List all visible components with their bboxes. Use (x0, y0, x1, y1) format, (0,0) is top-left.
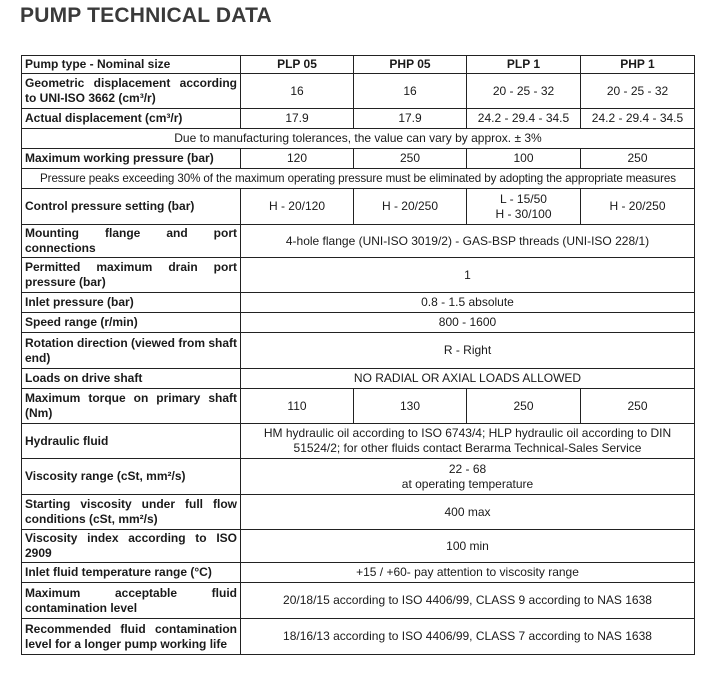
cell-value: 17.9 (354, 109, 467, 129)
cell-value: +15 / +60- pay attention to viscosity range (241, 563, 695, 583)
row-label: Mounting flange and port connections (22, 225, 241, 258)
pressure-peaks-note: Pressure peaks exceeding 30% of the maximum operating pressure must be eliminated by adopting the appropriate measures (22, 169, 695, 189)
table-row-drain-pressure (22, 258, 695, 293)
cell-value: 20 - 25 - 32 (581, 74, 695, 109)
row-label: Rotation direction (viewed from shaft end) (22, 333, 241, 369)
row-label: Maximum acceptable fluid contamination level (22, 583, 241, 619)
cell-line: H - 30/100 (495, 206, 552, 221)
table-row-recommended-contamination (22, 619, 695, 655)
cell-value: 250 (581, 149, 695, 169)
cell-value: 16 (241, 74, 354, 109)
cell-value: H - 20/250 (581, 189, 695, 225)
cell-value: 20 - 25 - 32 (467, 74, 581, 109)
cell-value: 250 (581, 389, 695, 424)
page-title: PUMP TECHNICAL DATA (20, 4, 272, 27)
cell-line: L - 15/50 (500, 191, 547, 206)
row-label: Loads on drive shaft (22, 369, 241, 389)
cell-value (467, 189, 581, 225)
table-row-tolerance-note (22, 129, 695, 149)
table-row-hydraulic-fluid (22, 424, 695, 459)
cell-value: 250 (467, 389, 581, 424)
col-header-plp05: PLP 05 (241, 56, 354, 74)
cell-value: 1 (241, 258, 695, 293)
cell-value: 110 (241, 389, 354, 424)
cell-value: 250 (354, 149, 467, 169)
cell-value: 24.2 - 29.4 - 34.5 (581, 109, 695, 129)
cell-value: 16 (354, 74, 467, 109)
row-label: Permitted maximum drain port pressure (bar) (22, 258, 241, 293)
row-label: Geometric displacement according to UNI-ISO 3662 (cm³/r) (22, 74, 241, 109)
cell-value: 4-hole flange (UNI-ISO 3019/2) - GAS-BSP threads (UNI-ISO 228/1) (241, 225, 695, 258)
cell-value: 800 - 1600 (241, 313, 695, 333)
cell-line: 51524/2; for other fluids contact Berarma Technical-Sales Service (293, 441, 642, 455)
cell-value: NO RADIAL OR AXIAL LOADS ALLOWED (241, 369, 695, 389)
row-label: Viscosity index according to ISO 2909 (22, 530, 241, 563)
table-row-inlet-temperature (22, 563, 695, 583)
cell-value: 400 max (241, 495, 695, 530)
row-label: Maximum torque on primary shaft (Nm) (22, 389, 241, 424)
row-label: Control pressure setting (bar) (22, 189, 241, 225)
col-header-php1: PHP 1 (581, 56, 695, 74)
table-row-max-contamination (22, 583, 695, 619)
table-row-header (22, 56, 695, 74)
table-row-max-torque (22, 389, 695, 424)
cell-value: 20/18/15 according to ISO 4406/99, CLASS 9 according to NAS 1638 (241, 583, 695, 619)
row-label: Hydraulic fluid (22, 424, 241, 459)
table-row-loads (22, 369, 695, 389)
cell-value (241, 459, 695, 495)
table-row-actual-displacement (22, 109, 695, 129)
cell-value: 18/16/13 according to ISO 4406/99, CLASS 7 according to NAS 1638 (241, 619, 695, 655)
col-header-plp1: PLP 1 (467, 56, 581, 74)
cell-value: 17.9 (241, 109, 354, 129)
cell-value: 120 (241, 149, 354, 169)
cell-value (241, 424, 695, 459)
row-label: Recommended fluid contamination level for a longer pump working life (22, 619, 241, 655)
row-label: Viscosity range (cSt, mm²/s) (22, 459, 241, 495)
cell-line: 22 - 68 (448, 461, 487, 476)
row-label: Actual displacement (cm³/r) (22, 109, 241, 129)
row-label: Maximum working pressure (bar) (22, 149, 241, 169)
cell-value: 100 min (241, 530, 695, 563)
cell-value: 24.2 - 29.4 - 34.5 (467, 109, 581, 129)
tolerance-note: Due to manufacturing tolerances, the value can vary by approx. ± 3% (22, 129, 695, 149)
table-row-pressure-peaks-note (22, 169, 695, 189)
cell-value: R - Right (241, 333, 695, 369)
table-row-viscosity-index (22, 530, 695, 563)
col-header-php05: PHP 05 (354, 56, 467, 74)
row-label: Inlet pressure (bar) (22, 293, 241, 313)
row-label: Pump type - Nominal size (22, 56, 241, 74)
cell-value: H - 20/120 (241, 189, 354, 225)
table-row-mounting-flange (22, 225, 695, 258)
table-row-starting-viscosity (22, 495, 695, 530)
table-row-speed-range (22, 313, 695, 333)
pump-data-table (21, 55, 695, 655)
table-row-viscosity-range (22, 459, 695, 495)
cell-line: HM hydraulic oil according to ISO 6743/4; HLP hydraulic oil according to DIN (263, 426, 672, 440)
cell-value: 0.8 - 1.5 absolute (241, 293, 695, 313)
cell-value: 100 (467, 149, 581, 169)
table-row-control-pressure (22, 189, 695, 225)
row-label: Inlet fluid temperature range (°C) (22, 563, 241, 583)
table-row-geometric-displacement (22, 74, 695, 109)
row-label: Speed range (r/min) (22, 313, 241, 333)
cell-value: 130 (354, 389, 467, 424)
cell-line: at operating temperature (401, 476, 534, 491)
cell-value: H - 20/250 (354, 189, 467, 225)
table-row-max-working-pressure (22, 149, 695, 169)
table-row-inlet-pressure (22, 293, 695, 313)
row-label: Starting viscosity under full flow conditions (cSt, mm²/s) (22, 495, 241, 530)
table-row-rotation (22, 333, 695, 369)
